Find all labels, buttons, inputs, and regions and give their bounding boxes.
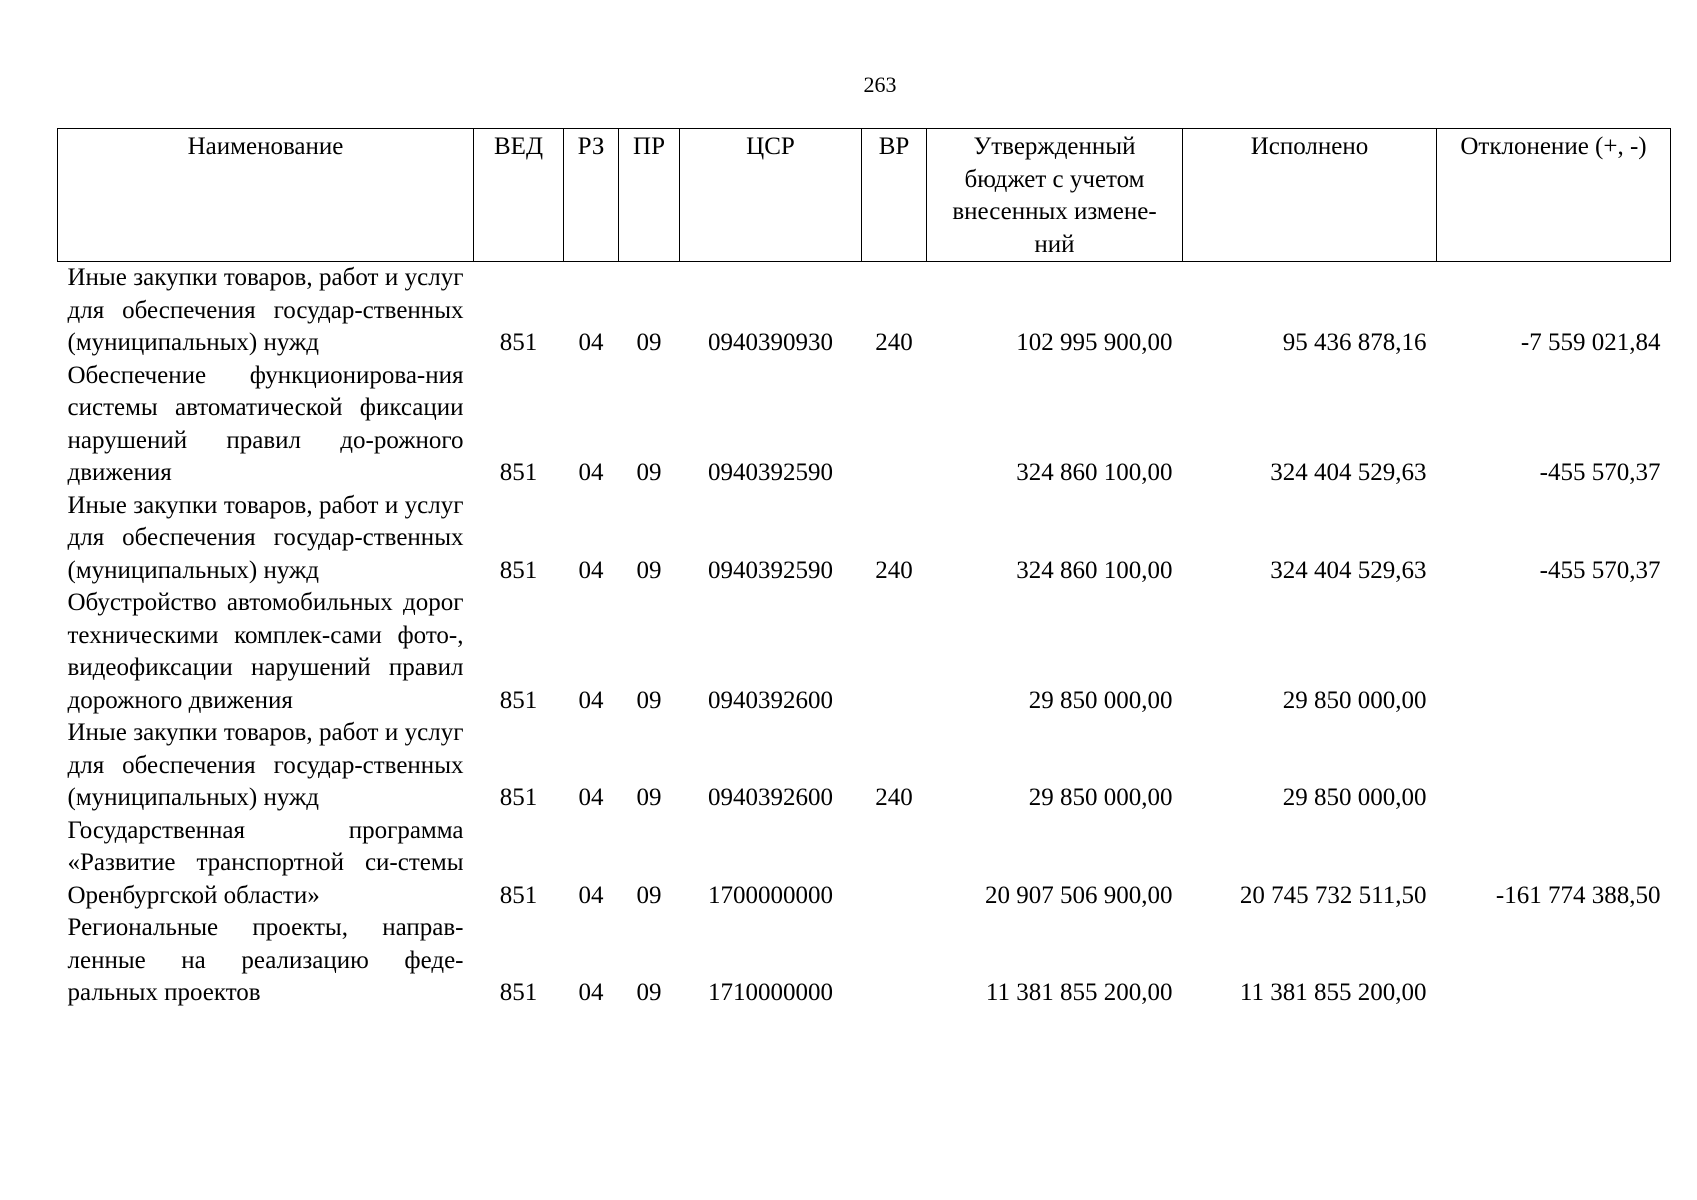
header-rz: РЗ <box>564 129 619 262</box>
row-name: Иные закупки товаров, работ и услуг для обеспечения государ-ственных (муниципальных) нужд <box>67 264 464 356</box>
header-ved: ВЕД <box>474 129 564 262</box>
row-executed: 20 745 732 511,50 <box>1239 881 1427 909</box>
row-approved: 20 907 506 900,00 <box>985 881 1173 909</box>
row-name: Обеспечение функционирова-ния системы автоматической фиксации нарушений правил до-рожного движения <box>67 361 464 486</box>
row-deviation: -7 559 021,84 <box>1520 329 1661 356</box>
row-executed: 324 404 529,63 <box>1270 556 1427 584</box>
row-csr: 1710000000 <box>708 979 833 1006</box>
row-rz: 04 <box>578 979 604 1006</box>
row-rz: 04 <box>578 784 604 811</box>
row-name: Иные закупки товаров, работ и услуг для обеспечения государ-ственных (муниципальных) нужд <box>67 491 464 584</box>
row-name: Иные закупки товаров, работ и услуг для обеспечения государ-ственных (муниципальных) нужд <box>67 719 464 811</box>
header-vr: ВР <box>862 129 927 262</box>
row-approved: 102 995 900,00 <box>1016 329 1173 356</box>
row-ved: 851 <box>499 881 538 909</box>
budget-table <box>57 128 1671 1010</box>
table-row <box>58 490 1671 588</box>
row-ved: 851 <box>499 979 538 1006</box>
row-csr: 0940392600 <box>708 784 833 811</box>
row-deviation <box>1437 717 1671 815</box>
row-pr: 09 <box>636 459 662 486</box>
row-name: Региональные проекты, направ-ленные на реализацию феде-ральных проектов <box>67 914 464 1006</box>
row-approved: 324 860 100,00 <box>1016 459 1173 486</box>
row-executed: 11 381 855 200,00 <box>1239 979 1427 1006</box>
row-vr: 240 <box>875 329 913 356</box>
table-row <box>58 815 1671 913</box>
row-pr: 09 <box>636 329 662 356</box>
row-csr: 0940392600 <box>708 686 833 714</box>
row-rz: 04 <box>578 556 604 584</box>
row-approved: 29 850 000,00 <box>1028 784 1173 811</box>
row-pr: 09 <box>636 784 662 811</box>
table-header-row <box>58 129 1671 262</box>
row-csr: 0940392590 <box>708 556 833 584</box>
row-approved: 11 381 855 200,00 <box>985 979 1173 1006</box>
table-row <box>58 262 1671 360</box>
row-approved: 29 850 000,00 <box>1028 686 1173 714</box>
header-deviation: Отклонение (+, -) <box>1437 129 1671 262</box>
row-executed: 324 404 529,63 <box>1270 459 1427 486</box>
row-pr: 09 <box>636 686 662 714</box>
row-name: Обустройство автомобильных дорог техническими комплек-сами фото-, видеофиксации нарушений правил дорожного движения <box>67 589 464 714</box>
row-name: Государственная программа «Развитие транспортной си-стемы Оренбургской области» <box>67 816 464 909</box>
header-approved: Утвержденный бюджет с учетом внесенных измене-ний <box>927 129 1183 262</box>
header-name: Наименование <box>58 129 474 262</box>
header-pr: ПР <box>619 129 680 262</box>
row-vr <box>862 912 927 1010</box>
row-deviation <box>1437 912 1671 1010</box>
row-vr <box>862 360 927 490</box>
row-rz: 04 <box>578 459 604 486</box>
row-vr <box>862 587 927 717</box>
row-rz: 04 <box>578 686 604 714</box>
row-deviation <box>1437 587 1671 717</box>
row-pr: 09 <box>636 979 662 1006</box>
row-csr: 0940390930 <box>708 329 833 356</box>
table-row <box>58 360 1671 490</box>
row-ved: 851 <box>499 686 538 714</box>
row-pr: 09 <box>636 881 662 909</box>
table-row <box>58 717 1671 815</box>
row-ved: 851 <box>499 556 538 584</box>
row-deviation: -161 774 388,50 <box>1495 881 1661 909</box>
row-vr <box>862 815 927 913</box>
page-number: 263 <box>863 72 897 97</box>
row-pr: 09 <box>636 556 662 584</box>
row-executed: 95 436 878,16 <box>1282 329 1427 356</box>
row-executed: 29 850 000,00 <box>1282 686 1427 714</box>
row-rz: 04 <box>578 881 604 909</box>
row-executed: 29 850 000,00 <box>1282 784 1427 811</box>
row-deviation: -455 570,37 <box>1539 459 1661 486</box>
row-csr: 0940392590 <box>708 459 833 486</box>
row-csr: 1700000000 <box>708 881 833 909</box>
table-row <box>58 912 1671 1010</box>
row-vr: 240 <box>875 784 913 811</box>
table-row <box>58 587 1671 717</box>
row-ved: 851 <box>499 329 538 356</box>
header-executed: Исполнено <box>1183 129 1437 262</box>
row-vr: 240 <box>875 556 913 584</box>
row-ved: 851 <box>499 784 538 811</box>
row-approved: 324 860 100,00 <box>1016 556 1173 584</box>
row-rz: 04 <box>578 329 604 356</box>
row-deviation: -455 570,37 <box>1539 556 1661 584</box>
row-ved: 851 <box>499 459 538 486</box>
header-csr: ЦСР <box>680 129 862 262</box>
